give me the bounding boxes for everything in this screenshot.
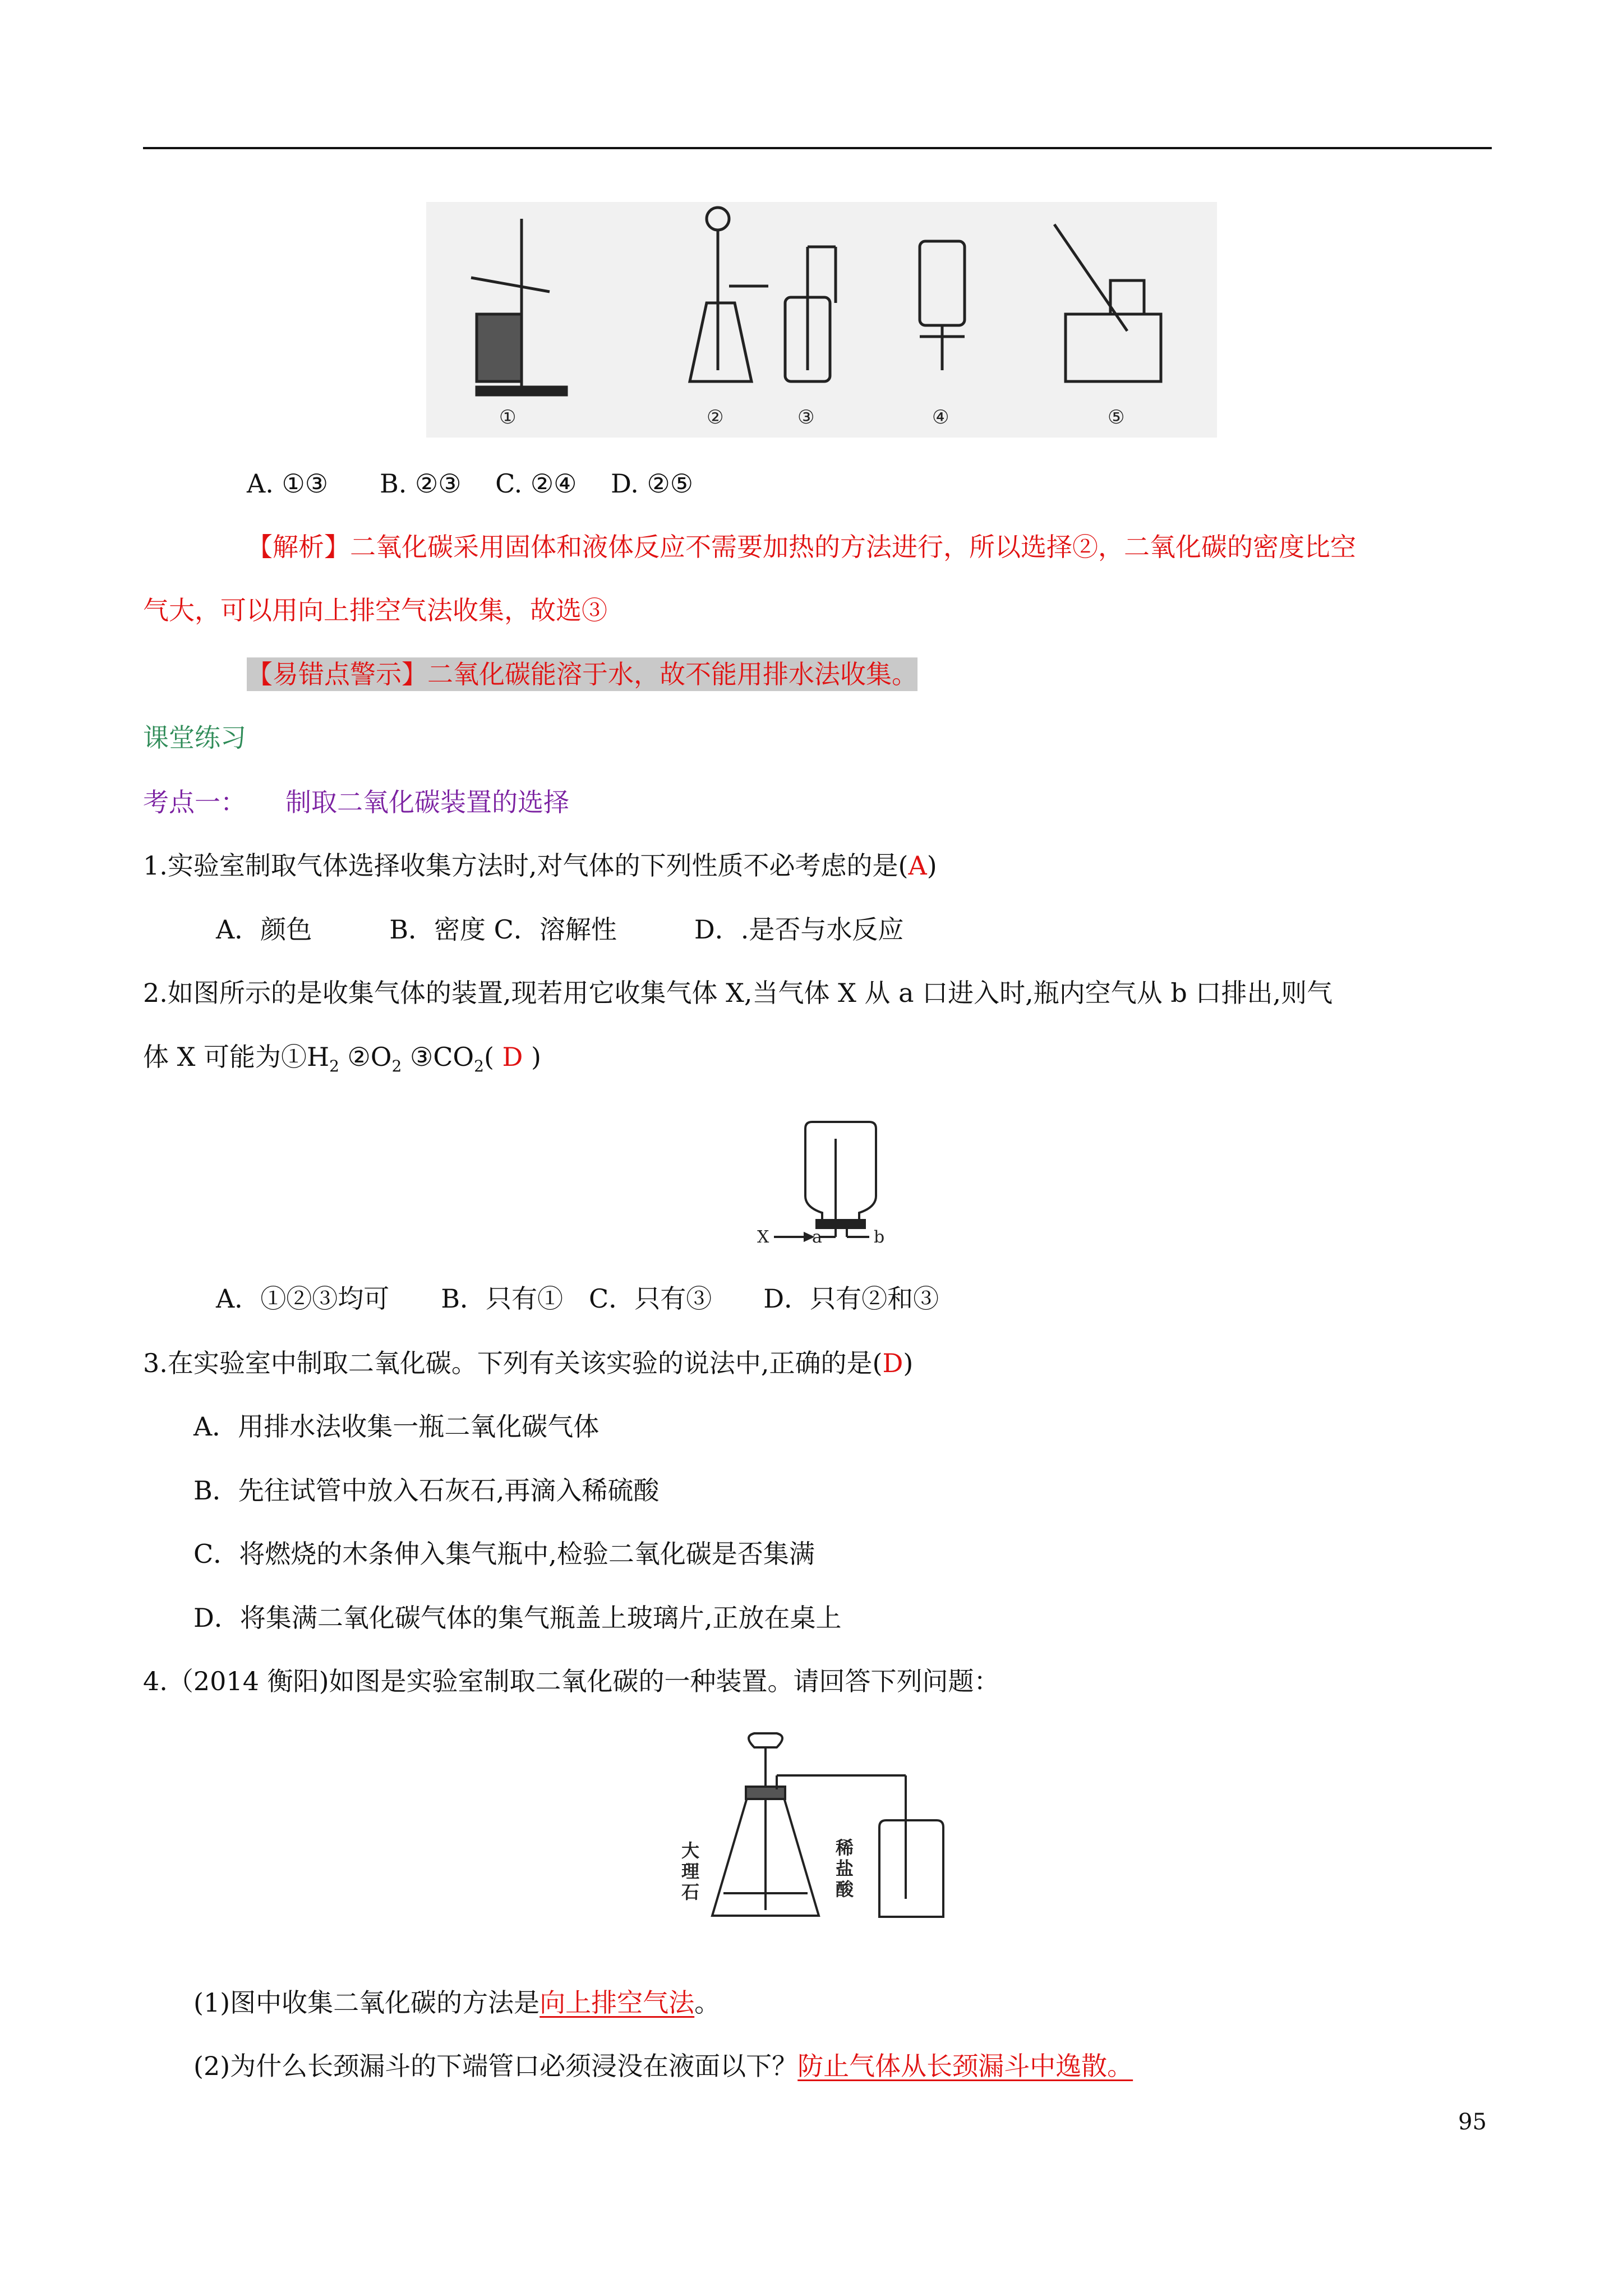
q2-options: A．①②③均可 B．只有① C．只有③ D．只有②和③ <box>216 1283 939 1314</box>
fig2-b: b <box>874 1227 885 1245</box>
fig1-label-1: ① <box>499 406 517 429</box>
prev-question-options: A. ①③ B. ②③ C. ②④ D. ②⑤ <box>247 468 693 499</box>
q2-co: ③CO <box>402 1042 474 1072</box>
fig1-label-2: ② <box>707 406 724 429</box>
co2-apparatus-figure <box>679 1731 953 1944</box>
warning-text: 二氧化碳能溶于水，故不能用排水法收集。 <box>427 659 917 689</box>
q4-sub1-end: 。 <box>694 1987 721 2018</box>
fig3-right-2: 盐 <box>836 1858 854 1879</box>
q3-option-a: A．用排水法收集一瓶二氧化碳气体 <box>193 1411 600 1442</box>
q3-stem <box>143 1346 913 1380</box>
q2-o-sub: 2 <box>391 1057 402 1076</box>
kaodian-title: 制取二氧化碳装置的选择 <box>285 787 569 817</box>
q4-sub1-answer: 向上排空气法 <box>540 1987 695 2018</box>
kaodian-line <box>143 785 569 819</box>
q2-paren-close: ) <box>523 1042 541 1072</box>
q1-answer: A <box>908 850 927 881</box>
q4-sub1 <box>193 1986 720 2019</box>
q4-sub2-question: (2)为什么长颈漏斗的下端管口必须浸没在液面以下？ <box>193 2051 798 2081</box>
q1-options: A．颜色 B．密度 C．溶解性 D．.是否与水反应 <box>216 914 904 945</box>
q1-stem <box>143 849 937 882</box>
fig3-left-2: 理 <box>681 1861 700 1882</box>
q1-stem-text: 1.实验室制取气体选择收集方法时,对气体的下列性质不必考虑的是( <box>143 850 909 881</box>
analysis-tag: 【解析】 <box>247 532 350 562</box>
q4-sub1-question: (1)图中收集二氧化碳的方法是 <box>193 1987 540 2018</box>
q4-stem: 4.（2014 衡阳)如图是实验室制取二氧化碳的一种装置。请回答下列问题： <box>143 1666 1000 1696</box>
q2-o: ②O <box>339 1042 392 1072</box>
fig3-right-1: 稀 <box>836 1837 854 1858</box>
q2-co-sub: 2 <box>474 1057 484 1076</box>
q4-sub2-answer: 防止气体从长颈漏斗中逸散。 <box>797 2051 1133 2081</box>
q3-stem-text: 3.在实验室中制取二氧化碳。下列有关该实验的说法中,正确的是( <box>143 1348 883 1378</box>
analysis-text-1: 二氧化碳采用固体和液体反应不需要加热的方法进行，所以选择②，二氧化碳的密度比空 <box>350 532 1356 562</box>
header-rule <box>143 147 1492 149</box>
fig1-label-3: ③ <box>797 406 815 429</box>
warning-tag: 【易错点警示】 <box>247 659 427 689</box>
fig1-label-5: ⑤ <box>1108 406 1125 429</box>
q3-option-d: D．将集满二氧化碳气体的集气瓶盖上玻璃片,正放在桌上 <box>193 1603 842 1633</box>
q2-h: 体 X 可能为①H <box>143 1042 330 1072</box>
fig2-a: a <box>812 1227 822 1245</box>
page-number: 95 <box>1458 2109 1487 2135</box>
section-title: 课堂练习 <box>143 723 246 753</box>
fig1-label-4: ④ <box>932 406 949 429</box>
q2-line-2 <box>143 1040 541 1083</box>
fig3-right-3: 酸 <box>836 1879 854 1900</box>
analysis-line-2: 气大，可以用向上排空气法收集，故选③ <box>143 595 607 625</box>
q4-sub2 <box>193 2049 1133 2083</box>
q3-option-b: B．先往试管中放入石灰石,再滴入稀硫酸 <box>193 1475 660 1506</box>
q3-option-c: C．将燃烧的木条伸入集气瓶中,检验二氧化碳是否集满 <box>193 1539 815 1569</box>
q2-paren-open: ( <box>483 1042 502 1072</box>
q2-answer: D <box>502 1042 523 1072</box>
q2-h-sub: 2 <box>329 1057 339 1076</box>
warning-line <box>247 657 917 691</box>
q3-answer: D <box>882 1348 903 1378</box>
kaodian-label: 考点一： <box>143 787 246 817</box>
apparatus-figure-1 <box>426 202 1217 438</box>
q1-close: ) <box>926 850 937 881</box>
fig3-left-1: 大 <box>681 1840 700 1861</box>
q2-line-1: 2.如图所示的是收集气体的装置,现若用它收集气体 X,当气体 X 从 a 口进入时,瓶内空气从 b 口排出,则气 <box>143 978 1333 1008</box>
collection-bottle-figure <box>751 1116 897 1245</box>
q3-close: ) <box>903 1348 914 1378</box>
fig3-left-3: 石 <box>681 1881 700 1903</box>
analysis-line-1 <box>247 530 1356 564</box>
fig2-x: X <box>757 1227 769 1245</box>
